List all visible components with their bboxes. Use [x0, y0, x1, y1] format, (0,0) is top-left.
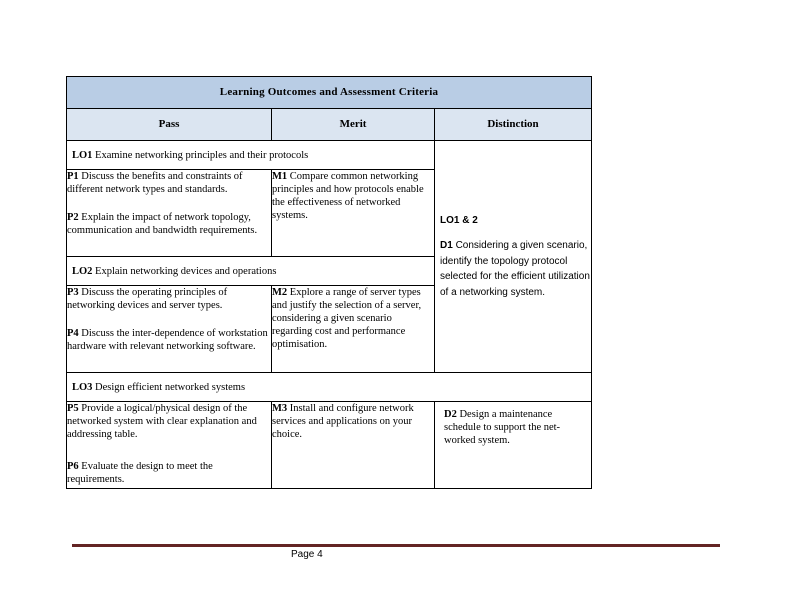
table-title: Learning Outcomes and Assessment Criteria [67, 77, 592, 109]
p4-code: P4 [67, 328, 79, 339]
m3-code: M3 [272, 403, 288, 414]
distinction-lo3-cell [435, 402, 592, 489]
d1-code: D1 [440, 240, 453, 252]
p6-code: P6 [67, 461, 79, 472]
m2-text: Explore a range of server types and justify the selection of a server, considering a given scenario regarding cost and performance optimisation. [272, 287, 422, 350]
lo2-text: Explain networking devices and operations [92, 265, 277, 277]
merit-lo1-cell [272, 170, 435, 257]
merit-lo3-cell [272, 402, 435, 489]
m3-criterion [272, 402, 434, 441]
assessment-criteria-table [66, 76, 592, 489]
distinction-lo1-2-cell [435, 141, 592, 373]
p2-code: P2 [67, 212, 79, 223]
footer-rule [72, 544, 720, 547]
p6-criterion [67, 460, 271, 486]
p3-code: P3 [67, 287, 79, 298]
d1-heading: LO1 & 2 [440, 214, 478, 226]
p1-criterion [67, 170, 271, 196]
p1-code: P1 [67, 171, 79, 182]
lo3-row [67, 373, 592, 402]
d2-text: Design a maintenance schedule to support the net-worked system. [444, 409, 561, 446]
lo2-row [67, 257, 435, 286]
p2-text: Explain the impact of network topology, communication and bandwidth requirements. [67, 212, 258, 236]
p1-text: Discuss the benefits and constraints of different network types and standards. [67, 171, 243, 195]
lo2-code: LO2 [72, 265, 93, 277]
m3-text: Install and configure network services and applications on your choice. [272, 403, 414, 440]
p5-text: Provide a logical/physical design of the networked system with clear explanation and addressing table. [67, 403, 257, 440]
m1-text: Compare common networking principles and how protocols enable the effectiveness of networked systems. [272, 171, 424, 221]
page-number: Page 4 [291, 549, 323, 560]
m1-code: M1 [272, 171, 288, 182]
p4-criterion [67, 327, 271, 353]
header-pass: Pass [67, 109, 272, 141]
lo1-row [67, 141, 435, 170]
m2-criterion [272, 286, 434, 351]
lo3-code: LO3 [72, 381, 93, 393]
lo1-text: Examine networking principles and their protocols [92, 149, 309, 161]
m1-criterion [272, 170, 434, 222]
d2-criterion [444, 408, 591, 447]
p2-criterion [67, 211, 271, 237]
p5-code: P5 [67, 403, 79, 414]
pass-lo3-cell [67, 402, 272, 489]
d1-text: Considering a given scenario, identify the topology protocol selected for the efficient utilization of a networking system. [440, 240, 590, 298]
merit-lo2-cell [272, 286, 435, 373]
pass-lo2-cell [67, 286, 272, 373]
d1-criterion [440, 238, 591, 300]
lo3-text: Design efficient networked systems [92, 381, 246, 393]
p3-text: Discuss the operating principles of networking devices and server types. [67, 287, 228, 311]
p6-text: Evaluate the design to meet the requirements. [67, 461, 213, 485]
header-merit: Merit [272, 109, 435, 141]
p3-criterion [67, 286, 271, 312]
d2-code: D2 [444, 409, 457, 420]
p5-criterion [67, 402, 271, 441]
pass-lo1-cell [67, 170, 272, 257]
header-distinction: Distinction [435, 109, 592, 141]
lo1-code: LO1 [72, 149, 93, 161]
m2-code: M2 [272, 287, 288, 298]
p4-text: Discuss the inter-dependence of workstation hardware with relevant networking software. [67, 328, 268, 352]
